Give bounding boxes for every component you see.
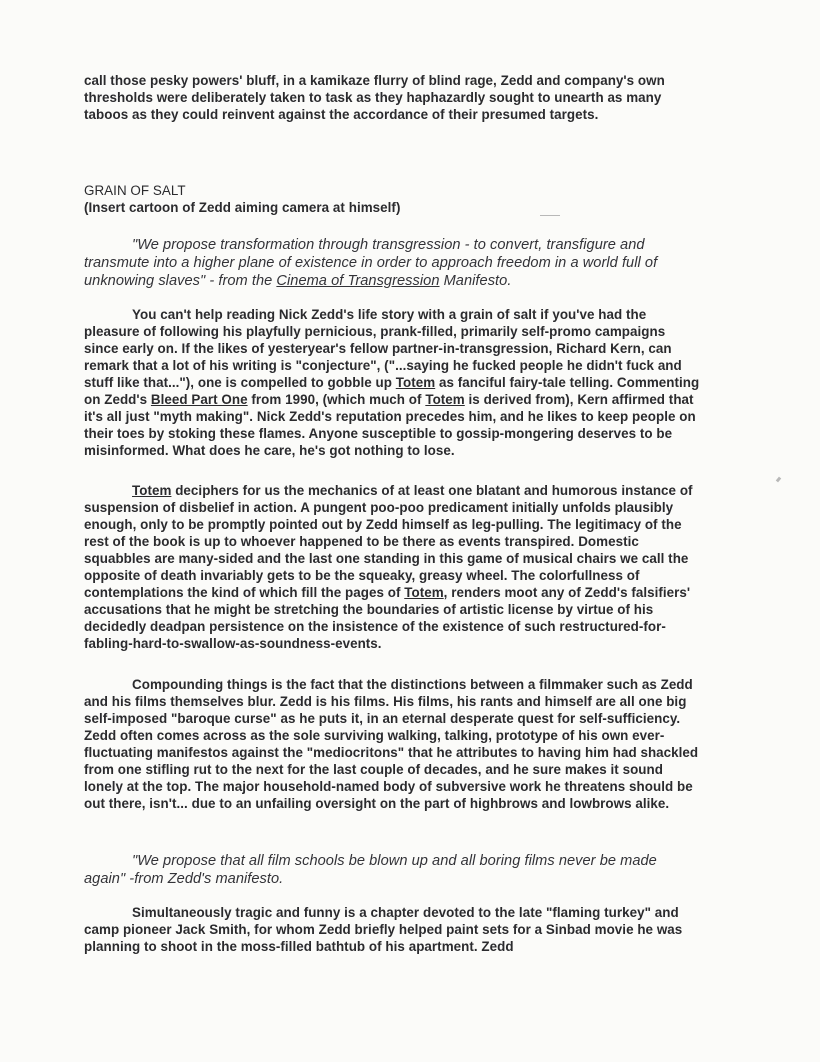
quote2-text: "We propose that all film schools be blown up and all boring films never be made again" -from Zedd's manifesto. [84,853,657,887]
paragraph-jack-smith [84,904,702,955]
quote1-tail: Manifesto. [439,273,512,289]
para1-text-a: You can't help reading Nick Zedd's life story with a grain of salt if you've had the pleasure of following his playfully pernicious, prank-filled, primarily self-promo campaigns since early on. If the likes of yesteryear's fellow partner-in-transgression, Richard Kern, can remark that a lot of his writing is "conjecture", ("...saying he fucked people he didn't fuck and stuff like that..."), one is compelled to gobble up [84,307,682,390]
scan-mark [540,215,560,216]
para2-totem-1: Totem [132,483,172,498]
para4-text: Simultaneously tragic and funny is a chapter devoted to the late "flaming turkey" and camp pioneer Jack Smith, for whom Zedd briefly helped paint sets for a Sinbad movie he was planning to shoot in the moss-filled bathtub of his apartment. Zedd [84,905,683,954]
para3-text: Compounding things is the fact that the distinctions between a filmmaker such as Zedd and his films themselves blur. Zedd is his films. His films, his rants and himself are all one big self-imposed "baroque curse" as he puts it, in an eternal desperate quest for self-sufficiency. Zedd often comes across as the sole surviving walking, talking, prototype of his own ever-fluctuating manifestos against the "mediocritons" that he attributes to having him had shackled from one stifling rut to the next for the last couple of decades, and he sure makes it sound lonely at the top. The major household-named body of subversive work he threatens should be out there, isn't... due to an unfailing oversight on the part of highbrows and lowbrows alike. [84,677,699,811]
para1-text-e: from 1990, (which much of [247,392,426,407]
para2-text-d: , renders moot any of Zedd's falsifiers' accusations that he might be stretching the boundaries of artistic license by virtue of his decidedly deadpan persistence on the insistence of the existence of such restructured-for-fabling-hard-to-swallow-as-soundness-events. [84,585,691,651]
paragraph-compounding [84,676,702,812]
para1-totem-1: Totem [395,375,436,390]
paragraph-totem [84,482,702,652]
paragraph-grain-of-salt [84,306,702,459]
section-title: GRAIN OF SALT [84,183,186,198]
quote-transgression [84,236,702,290]
quote-film-schools [84,852,702,888]
para1-bleed-part-one: Bleed Part One [150,392,248,407]
quote1-text: "We propose transformation through transgression - to convert, transfigure and transmute into a higher plane of existence in order to approach freedom in a world full of unknowing slaves" - from the [84,237,658,289]
para2-totem-2: Totem [404,585,444,600]
scan-mark-2 [776,477,782,483]
section-header [84,182,702,216]
para1-totem-2: Totem [425,392,465,407]
quote1-title: Cinema of Transgression [276,273,440,289]
para1-text-c: as fanciful fairy-tale telling. Commenting on Zedd's [84,375,700,407]
para1-text-g: is derived from), Kern affirmed that it's all just "myth making". Nick Zedd's reputation precedes him, and he likes to keep people on their toes by stoking these flames. Anyone susceptible to gossip-mongering deserves to be misinformed. What does he care, he's got nothing to lose. [84,392,696,458]
section-note: (Insert cartoon of Zedd aiming camera at himself) [84,200,401,215]
intro-paragraph [84,72,702,123]
intro-text: call those pesky powers' bluff, in a kamikaze flurry of blind rage, Zedd and company's own thresholds were deliberately taken to task as they haphazardly sought to unearth as many taboos as they could reinvent against the accordance of their presumed targets. [84,73,665,122]
para2-text-b: deciphers for us the mechanics of at least one blatant and humorous instance of suspension of disbelief in action. A pungent poo-poo predicament initially unfolds plausibly enough, only to be promptly pointed out by Zedd himself as leg-pulling. The legitimacy of the rest of the book is up to whoever happened to be there as events transpired. Domestic squabbles are many-sided and the last one standing in this game of musical chairs we call the opposite of death invariably gets to be the squeaky, greasy wheel. The colorfullness of contemplations the kind of which fill the pages of [84,483,693,600]
